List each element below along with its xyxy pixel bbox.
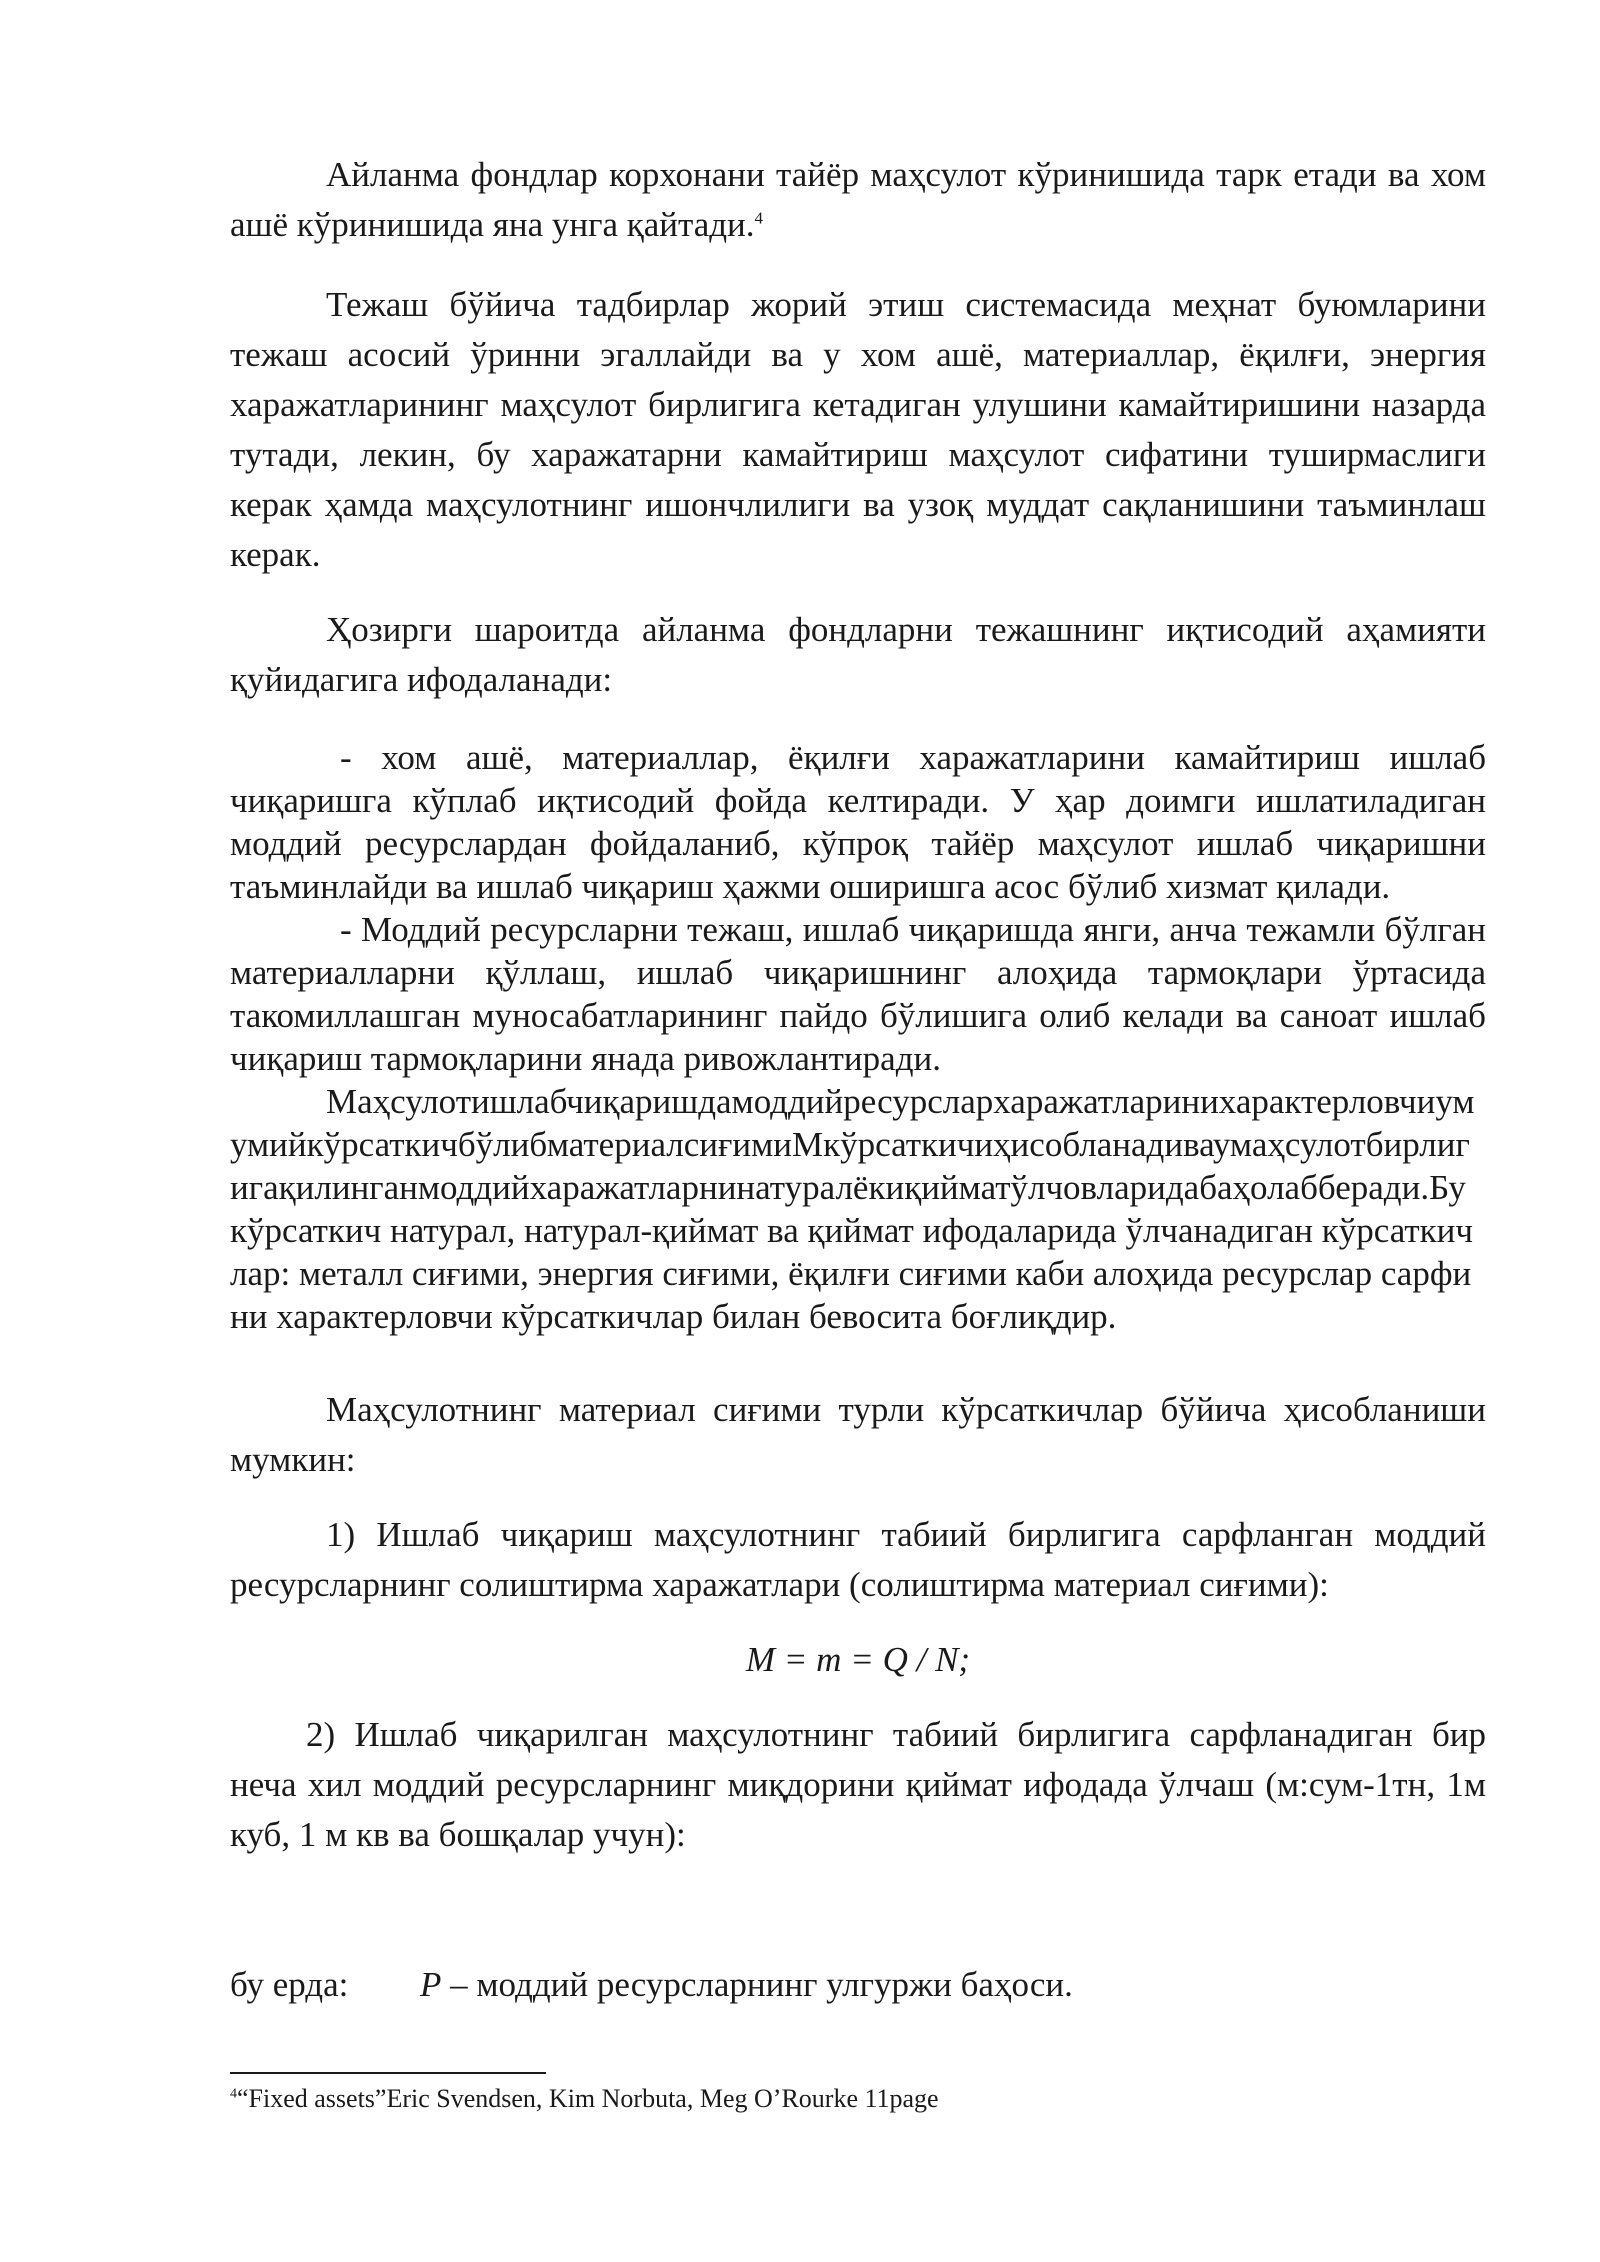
paragraph-1-text: Айланма фондлар корхонани тайёр маҳсулот кўринишида тарк етади ва хом ашё кўринишида яна унга қайтади. — [230, 155, 1486, 244]
footnote-number: 4 — [230, 2086, 237, 2102]
footnote-reference[interactable]: 4 — [754, 208, 764, 228]
paragraph-5: Маҳсулотнинг материал сиғими турли кўрсаткичлар бўйича ҳисобланиши мумкин: — [230, 1390, 1486, 1479]
paragraph-6: 1) Ишлаб чиқариш маҳсулотнинг табиий бирлигига сарфланган моддий ресурсларнинг солиштирма харажатлари (солиштирма материал сиғими): — [230, 1515, 1486, 1604]
paragraph-3: Ҳозирги шароитда айланма фондларни тежашнинг иқтисодий аҳамияти қуйидагига ифодаланади: — [230, 610, 1486, 699]
definition-variable: P — [420, 1965, 442, 2004]
footnote-text: “Fixed assets”Eric Svendsen, Kim Norbuta, Meg O’Rourke 11page — [237, 2084, 939, 2113]
paragraph-4: МаҳсулотишлабчиқаришдамоддийресурслархаражатларинихарактерловчиумумийкўрсаткичбўлибматериалсиғимиМкўрсаткичиҳисобланадиваумаҳсулотбирлигигақилинганмоддийхаражатларнинатуралёкиқийматўлчовларидабаҳолабберади.Бу кўрсаткич натурал, натурал-қиймат ва қиймат ифодаларида ўлчанадиган кўрсаткичлар: металл сиғими, энергия сиғими, ёқилғи сиғими каби алоҳида ресурслар сарфини характерловчи кўрсаткичлар билан бевосита боғлиқдир. — [230, 1082, 1475, 1336]
paragraph-bullet-1: - хом ашё, материаллар, ёқилғи харажатларини камайтириш ишлаб чиқаришга кўплаб иқтисодий фойда келтиради. У ҳар доимги ишлатиладиган моддий ресурслардан фойдаланиб, кўпроқ тайёр маҳсулот ишлаб чиқаришни таъминлайди ва ишлаб чиқариш ҳажми оширишга асос бўлиб хизмат қилади. — [230, 738, 1486, 906]
definition-text: – моддий ресурсларнинг улгуржи баҳоси. — [441, 1965, 1073, 2004]
paragraph-bullet-2: - Моддий ресурсларни тежаш, ишлаб чиқаришда янги, анча тежамли бўлган материалларни қўллаш, ишлаб чиқаришнинг алоҳида тармоқлари ўртасида такомиллашган муносабатларининг пайдо бўлишига олиб келади ва саноат ишлаб чиқариш тармоқларини янада ривожлантиради. — [230, 910, 1486, 1078]
paragraph-2: Тежаш бўйича тадбирлар жорий этиш системасида меҳнат буюмларини тежаш асосий ўринни эгаллайди ва у хом ашё, материаллар, ёқилғи, энергия харажатларининг маҳсулот бирлигига кетадиган улушини камайтиришини назарда тутади, лекин, бу харажатарни камайтириш маҳсулот сифатини туширмаслиги керак ҳамда маҳсулотнинг ишончлилиги ва узоқ муддат сақланишини таъминлаш керак. — [230, 285, 1486, 574]
paragraph-7: 2) Ишлаб чиқарилган маҳсулотнинг табиий бирлигига сарфланадиган бир неча хил моддий ресурсларнинг миқдорини қиймат ифодада ўлчаш (м:сум-1тн, 1м куб, 1 м кв ва бошқалар учун): — [230, 1715, 1486, 1854]
formula-material-intensity: M = m = Q / N; — [745, 1640, 971, 1679]
footnote — [230, 2082, 939, 2116]
footnote-separator — [230, 2072, 546, 2074]
definition-label: бу ерда: — [230, 1965, 349, 2004]
paragraph-1 — [230, 150, 1486, 250]
definition-line — [230, 1960, 1073, 2010]
